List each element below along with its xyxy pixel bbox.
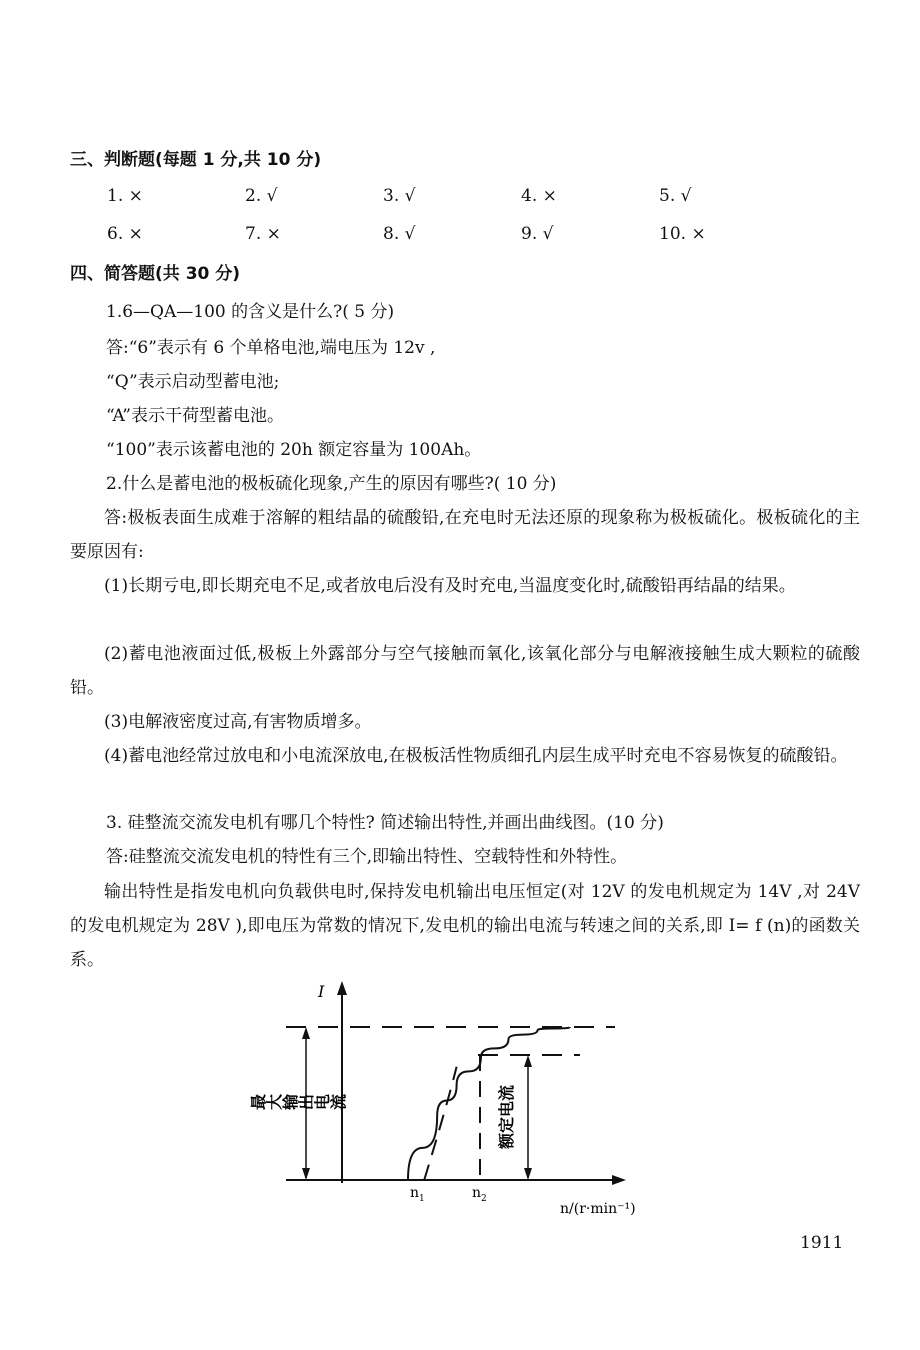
page-number: 1911 bbox=[800, 1233, 844, 1253]
section4-heading: 四、简答题(共 30 分) bbox=[70, 264, 241, 284]
section3-heading: 三、判断题(每题 1 分,共 10 分) bbox=[70, 150, 322, 170]
tf-item: 4. × bbox=[521, 186, 557, 206]
q3-answer: 答:硅整流交流发电机的特性有三个,即输出特性、空载特性和外特性。 bbox=[106, 847, 628, 867]
output-curve bbox=[408, 1027, 570, 1180]
tf-item: 8. √ bbox=[383, 224, 416, 244]
max-current-label: 最大输出电流 bbox=[250, 1093, 346, 1113]
q1-answer-line: “100”表示该蓄电池的 20h 额定容量为 100Ah。 bbox=[106, 440, 482, 460]
x-axis-label: n/(r·min⁻¹) bbox=[560, 1201, 636, 1217]
q2-reason: (1)长期亏电,即长期充电不足,或者放电后没有及时充电,当温度变化时,硫酸铅再结晶的结果。 bbox=[104, 576, 796, 596]
max-current-arrow-up bbox=[302, 1027, 310, 1039]
tf-row-1 bbox=[0, 186, 920, 210]
y-axis-label: I bbox=[318, 982, 325, 1001]
dashed-curve bbox=[424, 1067, 456, 1180]
q1-answer-line: “Q”表示启动型蓄电池; bbox=[106, 372, 280, 392]
tick-n1: $n_1$ bbox=[410, 1185, 425, 1204]
rated-current-arrow-up bbox=[524, 1055, 532, 1067]
q1-question: 1.6—QA—100 的含义是什么?( 5 分) bbox=[106, 302, 395, 322]
q2-answer-intro: 答:极板表面生成难于溶解的粗结晶的硫酸铅,在充电时无法还原的现象称为极板硫化。极板硫化的主要原因有: bbox=[70, 508, 860, 562]
q1-answer-line: “A”表示干荷型蓄电池。 bbox=[106, 406, 284, 426]
rated-current-label: 额定电流 bbox=[497, 1084, 516, 1150]
tick-n2: $n_2$ bbox=[472, 1185, 487, 1204]
tf-item: 9. √ bbox=[521, 224, 554, 244]
q2-reason: (2)蓄电池液面过低,极板上外露部分与空气接触而氧化,该氧化部分与电解液接触生成大颗粒的硫酸铅。 bbox=[70, 644, 860, 698]
tf-row-2 bbox=[0, 224, 920, 248]
tf-item: 3. √ bbox=[383, 186, 416, 206]
x-axis-arrow bbox=[612, 1175, 626, 1185]
output-characteristic-chart bbox=[250, 975, 670, 1220]
y-axis-arrow bbox=[337, 981, 347, 995]
q1-answer-line: 答:“6”表示有 6 个单格电池,端电压为 12v , bbox=[106, 338, 436, 358]
tf-item: 6. × bbox=[107, 224, 143, 244]
q2-reason: (3)电解液密度过高,有害物质增多。 bbox=[104, 712, 372, 732]
q2-reason: (4)蓄电池经常过放电和小电流深放电,在极板活性物质细孔内层生成平时充电不容易恢复的硫酸铅。 bbox=[104, 746, 848, 766]
q3-explanation: 输出特性是指发电机向负载供电时,保持发电机输出电压恒定(对 12V 的发电机规定为 14V ,对 24V 的发电机规定为 28V ),即电压为常数的情况下,发电机的输出电流与转速之间的关系,即 I= f (n)的函数关系。 bbox=[70, 882, 860, 970]
q3-question: 3. 硅整流交流发电机有哪几个特性? 简述输出特性,并画出曲线图。(10 分) bbox=[106, 813, 664, 833]
max-current-arrow-down bbox=[302, 1168, 310, 1180]
tf-item: 1. × bbox=[107, 186, 143, 206]
q2-question: 2.什么是蓄电池的极板硫化现象,产生的原因有哪些?( 10 分) bbox=[106, 474, 557, 494]
rated-current-arrow-down bbox=[524, 1168, 532, 1180]
tf-item: 2. √ bbox=[245, 186, 278, 206]
tf-item: 5. √ bbox=[659, 186, 692, 206]
tf-item: 7. × bbox=[245, 224, 281, 244]
tf-item: 10. × bbox=[659, 224, 706, 244]
